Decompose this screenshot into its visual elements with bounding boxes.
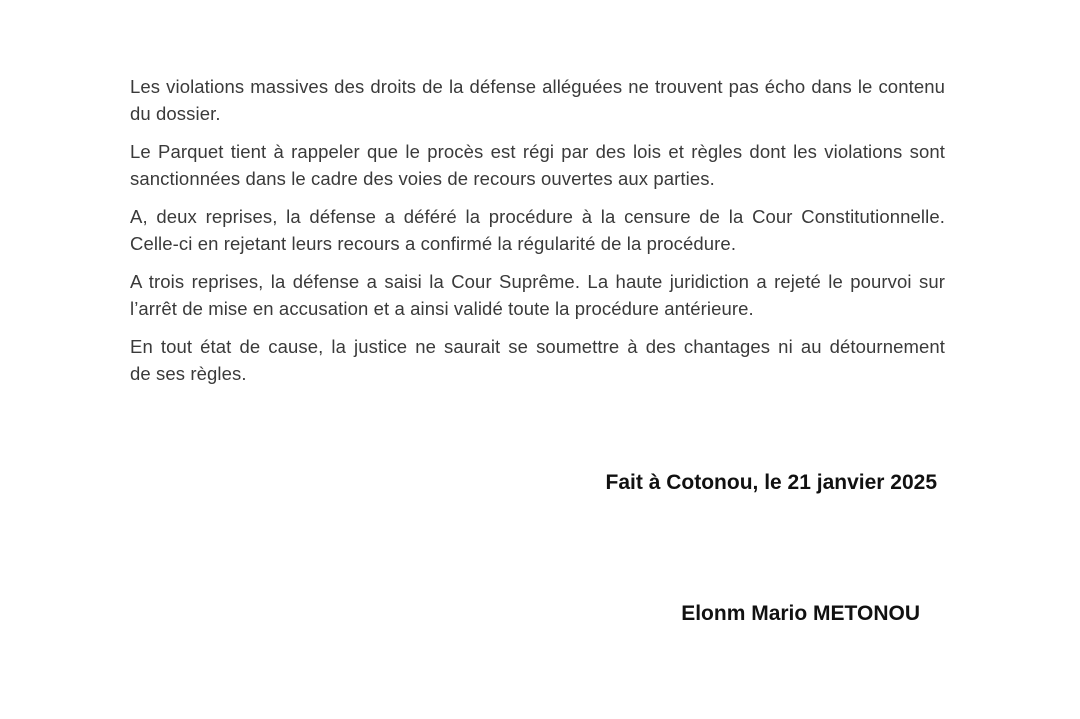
paragraph-5-line-1: En tout état de cause, la justice ne saurait se soumettre à des chantages ni au détournement — [130, 336, 945, 357]
paragraph-1 — [130, 73, 945, 127]
paragraph-4-line-2: l’arrêt de mise en accusation et a ainsi validé toute la procédure antérieure. — [130, 298, 754, 319]
paragraph-2-line-2: sanctionnées dans le cadre des voies de recours ouvertes aux parties. — [130, 168, 715, 189]
paragraph-3-line-2: Celle-ci en rejetant leurs recours a confirmé la régularité de la procédure. — [130, 233, 737, 254]
paragraph-2-line-1: Le Parquet tient à rappeler que le procès est régi par des lois et règles dont les violations sont — [130, 141, 945, 162]
paragraph-3-line-1: A, deux reprises, la défense a déféré la procédure à la censure de la Cour Constitutionnelle. — [130, 206, 945, 227]
paragraph-4 — [130, 268, 945, 322]
paragraph-4-line-1: A trois reprises, la défense a saisi la Cour Suprême. La haute juridiction a rejeté le pourvoi sur — [130, 271, 945, 292]
dateline: Fait à Cotonou, le 21 janvier 2025 — [605, 471, 937, 494]
paragraph-5 — [130, 333, 945, 387]
paragraph-2 — [130, 138, 945, 192]
paragraph-1-line-1: Les violations massives des droits de la défense alléguées ne trouvent pas écho dans le contenu — [130, 76, 945, 97]
paragraph-3 — [130, 203, 945, 257]
paragraph-5-line-2: de ses règles. — [130, 363, 247, 384]
paragraph-1-line-2: du dossier. — [130, 103, 221, 124]
signatory-name: Elonm Mario METONOU — [681, 602, 920, 625]
